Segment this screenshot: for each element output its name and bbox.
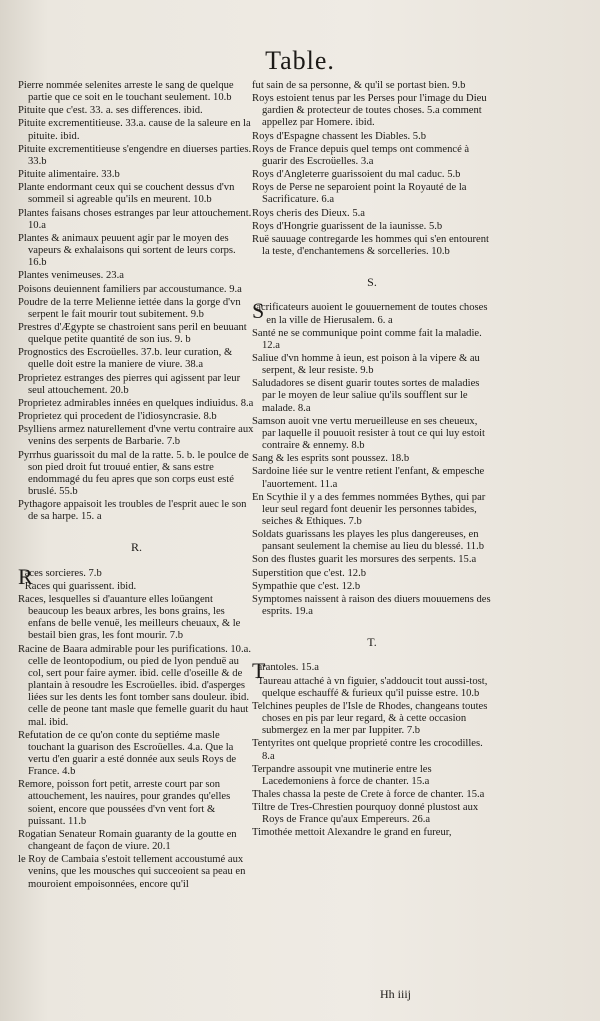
index-entry: Pyrrhus guarissoit du mal de la ratte. 5. b. le poulce de son pied droit fut trouué entier, & sans estre endommagé du feu apres que son corps eust esté bruslé. 55.b xyxy=(18,449,249,497)
section-heading-r: R. xyxy=(130,540,142,555)
index-entry: Taureau attaché à vn figuier, s'addoucit tout aussi-tost, quelque eschauffé & furieux qu'il puisse estre. 10.b xyxy=(257,675,488,699)
entries-p xyxy=(18,80,255,523)
index-entry: Pierre nommée selenites arreste le sang de quelque partie que ce soit en le touchant seulement. 10.b xyxy=(18,80,234,104)
index-entry: Plantes faisans choses estranges par leur attouchement. 10.a xyxy=(18,207,252,231)
entries-r xyxy=(18,563,255,891)
index-entry: Prestres d'Ægypte se chastroient sans peril en beuuant quelque petite quantité de son ius. 9. b xyxy=(18,321,247,346)
index-entry: Sardoine liée sur le ventre retient l'enfant, & empesche l'auortement. 11.a xyxy=(252,466,485,490)
index-entry: Plantes & animaux peuuent agir par le moyen des vapeurs & exhalaisons qui sortent de leurs corps. 16.b xyxy=(18,232,236,269)
index-entry: Sang & les esprits sont poussez. 18.b xyxy=(252,453,410,465)
index-entry: Roys d'Angleterre guarissoient du mal caduc. 5.b xyxy=(252,169,461,181)
section-heading-t: T. xyxy=(367,635,377,650)
index-entry: Proprietez qui procedent de l'idiosyncrasie. 8.b xyxy=(18,411,217,423)
index-entry: Proprietez admirables innées en quelques indiuidus. 8.a xyxy=(18,397,254,409)
index-entry: Tarantoles. 15.a xyxy=(252,658,319,684)
index-entry: Saludadores se disent guarir toutes sortes de maladies par le moyen de leur saliue qu'ils soufflent sur le malade. 8.a xyxy=(252,378,480,414)
index-entry: Ruë sauuage contregarde les hommes qui s'en entourent la teste, d'enchantemens & sorcelleries. 10.b xyxy=(252,233,489,258)
index-entry: Races, lesquelles si d'auanture elles loüangent beaucoup les beaux arbres, les bons grains, les enfans de belle venuë, les meilleurs cheuaux, & le bestail bien gras, les font mourir. 7.b xyxy=(18,593,241,642)
entries-r-continued xyxy=(252,80,492,258)
index-entry: Poisons deuiennent familiers par accoustumance. 9.a xyxy=(18,283,242,295)
index-entry: Santé ne se communique point comme fait la maladie. 12.a xyxy=(252,327,482,351)
index-entry: Roys d'Hongrie guarissent de la iaunisse. 5.b xyxy=(252,220,443,232)
index-entry: Races qui guarissent. ibid. xyxy=(24,580,137,592)
index-entry: Roys de Perse ne separoient point la Royauté de la Sacrificature. 6.a xyxy=(252,182,467,206)
index-entry: Tentyrites ont quelque proprieté contre les crocodilles. 8.a xyxy=(252,738,483,762)
index-entry: Pituite excrementitieuse. 33.a. cause de la saleure en la pituite. ibid. xyxy=(18,118,251,142)
index-entry: Roys d'Espagne chassent les Diables. 5.b xyxy=(252,130,427,142)
signature-mark: Hh iiij xyxy=(380,987,412,1001)
index-entry: Sacrificateurs auoient le gouuernement de toutes choses en la ville de Hierusalem. 6. a xyxy=(252,298,488,326)
index-entry: Saliue d'vn homme à ieun, est poison à la vipere & au serpent, & leur resiste. 9.b xyxy=(252,352,480,377)
index-entry: Plante endormant ceux qui se couchent dessus d'vn sommeil si agreable qu'ils en meurent. 10.b xyxy=(18,182,235,206)
index-entry: Samson auoit vne vertu merueilleuse en ses cheueux, par laquelle il pouuoit resister à tout ce qui luy estoit contraire & ennemy. 8.b xyxy=(252,415,486,452)
index-entry: Son des flustes guarit les morsures des serpents. 15.a xyxy=(252,554,477,566)
page-title: Table. xyxy=(265,46,335,75)
index-entry: Psylliens armez naturellement d'vne vertu contraire aux venins des serpents de Barbarie. 7.b xyxy=(18,424,254,448)
index-entry: Roys estoient tenus par les Perses pour l'image du Dieu gardien & protecteur de toutes choses. 5.a comment appellez par Homere. ibid. xyxy=(252,93,487,129)
index-entry: Poudre de la terre Melienne iettée dans la gorge d'vn serpent le fait mourir tout subitement. 9.b xyxy=(18,296,241,320)
index-entry: Timothée mettoit Alexandre le grand en fureur, xyxy=(252,827,452,839)
index-entry: Soldats guarissans les playes les plus dangereuses, en pansant seulement la chemise au lieu du blessé. 11.b xyxy=(252,529,485,553)
index-entry: le Roy de Cambaia s'estoit tellement accoustumé aux venins, que les mousches qui succeoient sa peau en mouroient empoisonnées, encore qu'il xyxy=(18,854,246,890)
index-entry: En Scythie il y a des femmes nommées Bythes, qui par leur seul regard font deuenir les personnes tabides, seiches & Ethiques. 7.b xyxy=(252,491,486,527)
index-entry: Remore, poisson fort petit, arreste court par son attouchement, les nauires, pour grandes qu'elles soient, encore que poussées d'vn vent fort & puissant. 11.b xyxy=(18,779,231,827)
index-entry: Prognostics des Escroüelles. 37.b. leur curation, & quelle doit estre la maniere de viure. 38.a xyxy=(18,347,233,371)
index-entry: Superstition que c'est. 12.b xyxy=(252,567,367,579)
index-entry: Thales chassa la peste de Crete à force de chanter. 15.a xyxy=(252,788,485,800)
index-entry: Rogatian Senateur Romain guaranty de la goutte en changeant de façon de viure. 20.1 xyxy=(18,828,237,853)
index-entry: Pythagore appaisoit les troubles de l'esprit auec le son de sa harpe. 15. a xyxy=(18,499,247,523)
entries-t xyxy=(252,658,492,839)
index-entry: Plantes venimeuses. 23.a xyxy=(18,270,124,282)
index-entry: Terpandre assoupit vne mutinerie entre les Lacedemoniens à force de chanter. 15.a xyxy=(252,763,432,787)
index-entry: fut sain de sa personne, & qu'il se portast bien. 9.b xyxy=(252,80,466,91)
index-entry: Symptomes naissent à raison des diuers mouuemens des esprits. 19.a xyxy=(252,593,491,618)
right-column xyxy=(252,80,492,841)
index-entry: Sympathie que c'est. 12.b xyxy=(252,580,361,592)
index-entry: Tiltre de Tres-Chrestien pourquoy donné plustost aux Roys de France qu'aux Empereurs. 26.a xyxy=(252,802,479,826)
index-entry: Refutation de ce qu'on conte du septiéme masle touchant la guarison des Escroüelles. 4.a. Que la vertu d'en guarir a esté donnée aux seuls Roys de France. 4.b xyxy=(18,729,237,778)
index-entry: Pituite que c'est. 33. a. ses differences. ibid. xyxy=(18,105,203,117)
left-column xyxy=(18,80,255,892)
index-entry: Roys cheris des Dieux. 5.a xyxy=(252,207,365,219)
index-entry: Pituite excrementitieuse s'engendre en diuerses parties. 33.b xyxy=(18,143,252,167)
index-entry: Pituite alimentaire. 33.b xyxy=(18,169,120,181)
index-entry: Telchines peuples de l'Isle de Rhodes, changeans toutes choses en pis par leur regard, & à cette occasion submergez en la mer par Iuppiter. 7.b xyxy=(252,700,488,737)
index-entry: Races sorcieres. 7.b xyxy=(18,563,102,589)
entries-s xyxy=(252,298,492,618)
index-entry: Roys de France depuis quel temps ont commencé à guarir des Escroüelles. 3.a xyxy=(252,143,470,167)
index-entry: Racine de Baara admirable pour les purifications. 10.a. celle de leontopodium, ou pied de lyon penduë au col, sert pour faire aymer. ibid. celle d'oseille & de plantain à resoudre les Escroüelles. ibid. d'asperges liées sur les dents les font tomber sans douleur. ibid. celle de peone tant masle que femelle guarit du haut mal. ibid. xyxy=(18,643,251,728)
index-entry: Proprietez estranges des pierres qui agissent par leur seul attouchement. 20.b xyxy=(18,372,241,396)
section-heading-s: S. xyxy=(367,275,377,290)
